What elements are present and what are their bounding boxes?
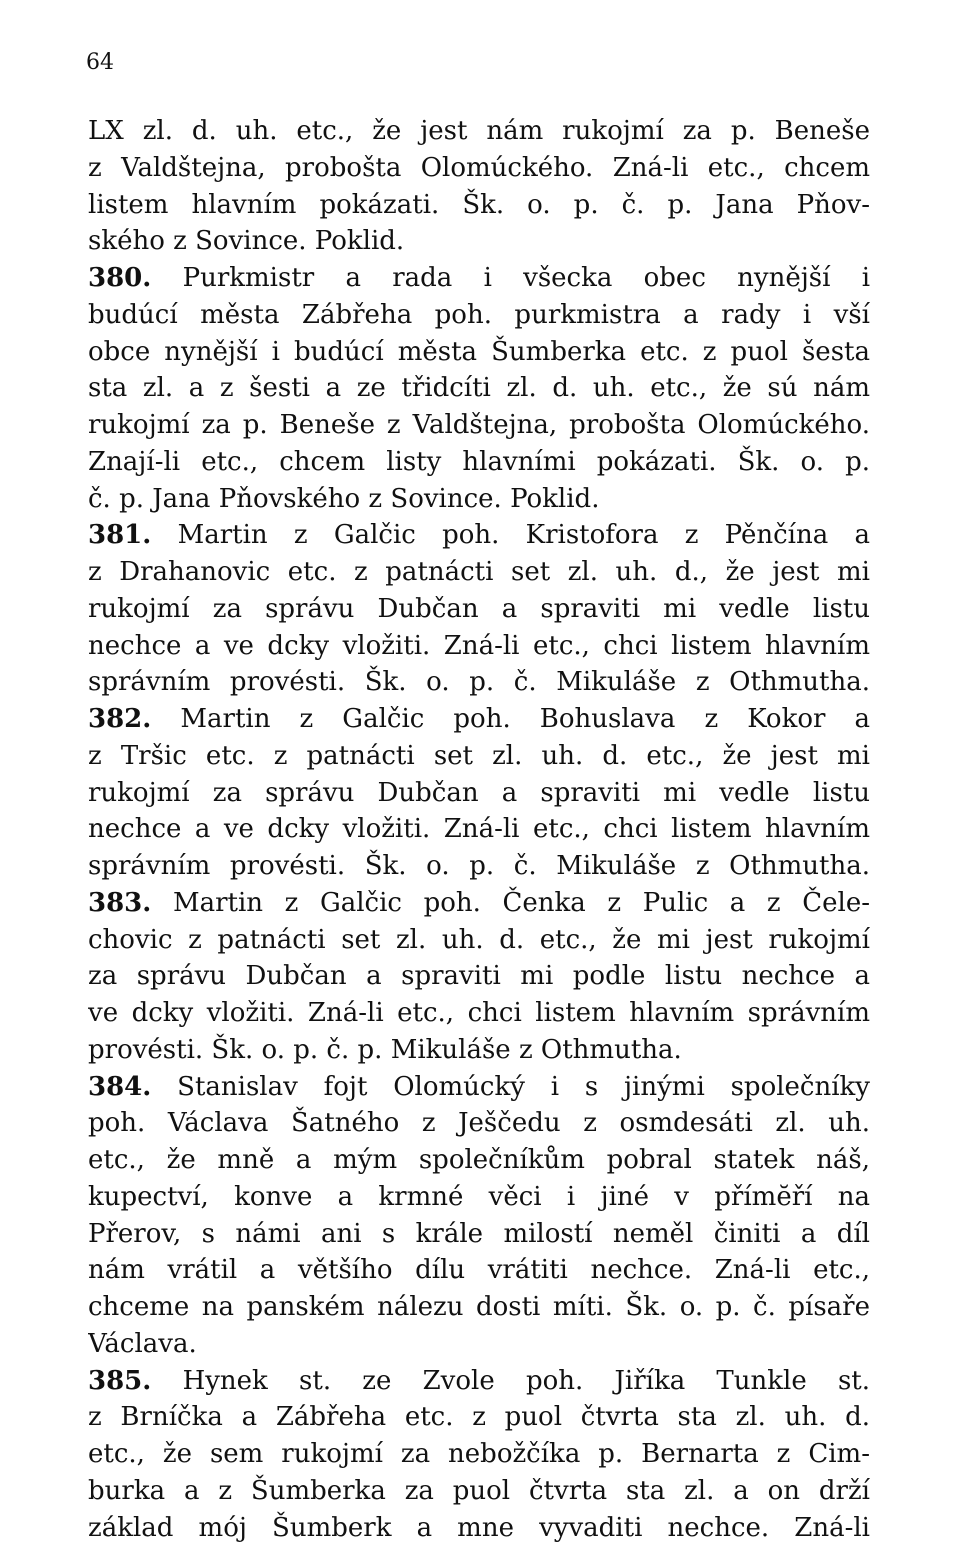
line-text: správním provésti. Šk. o. p. č. Mikuláše z Othmutha.: [88, 851, 870, 881]
line-text: Znají-li etc., chcem listy hlavními pokázati. Šk. o. p.: [88, 447, 870, 477]
text-line: [88, 1363, 870, 1400]
entry-number: 380.: [88, 263, 151, 293]
text-line: [88, 517, 870, 554]
line-text: rukojmí za p. Beneše z Valdštejna, probošta Olomúckého.: [88, 410, 870, 440]
line-text: nechce a ve dcky vložiti. Zná-li etc., chci listem hlavním: [88, 631, 870, 661]
line-text: sta zl. a z šesti a ze třidcíti zl. d. uh. etc., že sú nám: [88, 373, 870, 403]
text-line: [88, 407, 870, 444]
text-line: [88, 370, 870, 407]
line-text: burka a z Šumberka za puol čtvrta sta zl. a on drží: [88, 1476, 870, 1506]
line-text: LX zl. d. uh. etc., že jest nám rukojmí za p. Beneše: [88, 116, 870, 146]
entry-number: 382.: [88, 704, 151, 734]
line-text: etc., že mně a mým společníkům pobral statek náš,: [88, 1145, 870, 1175]
line-text: listem hlavním pokázati. Šk. o. p. č. p. Jana Pňov-: [88, 190, 870, 220]
text-line: [88, 297, 870, 334]
line-text: z Tršic etc. z patnácti set zl. uh. d. etc., že jest mi: [88, 741, 870, 771]
text-line: [88, 481, 870, 518]
line-text: nechce a ve dcky vložiti. Zná-li etc., chci listem hlavním: [88, 814, 870, 844]
line-text: chceme na panském nálezu dosti míti. Šk. o. p. č. písaře: [88, 1292, 870, 1322]
text-line: [88, 444, 870, 481]
text-line: [88, 738, 870, 775]
line-text: budúcí města Zábřeha poh. purkmistra a rady i vší: [88, 300, 870, 330]
text-line: [88, 848, 870, 885]
line-text: Přerov, s námi ani s krále milostí neměl činiti a díl: [88, 1219, 870, 1249]
page-number: 64: [86, 48, 114, 78]
line-text: rukojmí za správu Dubčan a spraviti mi vedle listu: [88, 594, 870, 624]
text-line: [88, 628, 870, 665]
text-line: [88, 775, 870, 812]
line-text: etc., že sem rukojmí za nebožčíka p. Bernarta z Cim-: [88, 1439, 870, 1469]
line-text: Martin z Galčic poh. Bohuslava z Kokor a: [180, 704, 870, 734]
text-line: [88, 885, 870, 922]
line-text: z Brníčka a Zábřeha etc. z puol čtvrta sta zl. uh. d.: [88, 1402, 870, 1432]
text-line: [88, 1032, 870, 1069]
text-line: [88, 701, 870, 738]
line-text: Hynek st. ze Zvole poh. Jiříka Tunkle st.: [183, 1366, 870, 1396]
line-text: Václava.: [88, 1329, 197, 1359]
line-text: kupectví, konve a krmné věci i jiné v přímĕří na: [88, 1182, 870, 1212]
line-text: ského z Sovince. Poklid.: [88, 226, 404, 256]
text-line: [88, 1473, 870, 1510]
line-text: správním provésti. Šk. o. p. č. Mikuláše z Othmutha.: [88, 667, 870, 697]
line-text: Martin z Galčic poh. Čenka z Pulic a z Čele-: [173, 888, 870, 918]
text-line: [88, 150, 870, 187]
line-text: Stanislav fojt Olomúcký i s jinými společníky: [177, 1072, 870, 1102]
text-line: [88, 1436, 870, 1473]
line-text: provésti. Šk. o. p. č. p. Mikuláše z Othmutha.: [88, 1035, 682, 1065]
text-line: [88, 995, 870, 1032]
text-line: [88, 554, 870, 591]
line-text: obce nynější i budúcí města Šumberka etc. z puol šesta: [88, 337, 870, 367]
line-text: nám vrátil a většího dílu vrátiti nechce. Zná-li etc.,: [88, 1255, 870, 1285]
line-text: z Valdštejna, probošta Olomúckého. Zná-li etc., chcem: [88, 153, 870, 183]
text-line: [88, 1105, 870, 1142]
text-line: [88, 187, 870, 224]
line-text: rukojmí za správu Dubčan a spraviti mi vedle listu: [88, 778, 870, 808]
line-text: z Drahanovic etc. z patnácti set zl. uh. d., že jest mi: [88, 557, 870, 587]
text-line: [88, 113, 870, 150]
text-line: [88, 223, 870, 260]
entry-number: 384.: [88, 1072, 151, 1102]
text-line: [88, 1179, 870, 1216]
line-text: Purkmistr a rada i všecka obec nynější i: [183, 263, 870, 293]
line-text: poh. Václava Šatného z Ješčedu z osmdesáti zl. uh.: [88, 1108, 870, 1138]
entry-number: 383.: [88, 888, 151, 918]
text-line: [88, 1326, 870, 1363]
line-text: Martin z Galčic poh. Kristofora z Pěnčína a: [178, 520, 870, 550]
text-line: [88, 260, 870, 297]
text-line: [88, 1289, 870, 1326]
text-line: [88, 1216, 870, 1253]
text-line: [88, 922, 870, 959]
text-line: [88, 664, 870, 701]
entry-number: 381.: [88, 520, 151, 550]
line-text: základ mój Šumberk a mne vyvaditi nechce. Zná-li: [88, 1513, 870, 1543]
text-line: [88, 1399, 870, 1436]
body-text: [88, 113, 870, 1546]
text-line: [88, 334, 870, 371]
line-text: chovic z patnácti set zl. uh. d. etc., že mi jest rukojmí: [88, 925, 870, 955]
text-line: [88, 591, 870, 628]
text-line: [88, 1252, 870, 1289]
line-text: č. p. Jana Pňovského z Sovince. Poklid.: [88, 484, 599, 514]
text-line: [88, 811, 870, 848]
text-line: [88, 958, 870, 995]
text-line: [88, 1069, 870, 1106]
text-line: [88, 1142, 870, 1179]
line-text: za správu Dubčan a spraviti mi podle listu nechce a: [88, 961, 870, 991]
entry-number: 385.: [88, 1366, 151, 1396]
line-text: ve dcky vložiti. Zná-li etc., chci listem hlavním správním: [88, 998, 870, 1028]
